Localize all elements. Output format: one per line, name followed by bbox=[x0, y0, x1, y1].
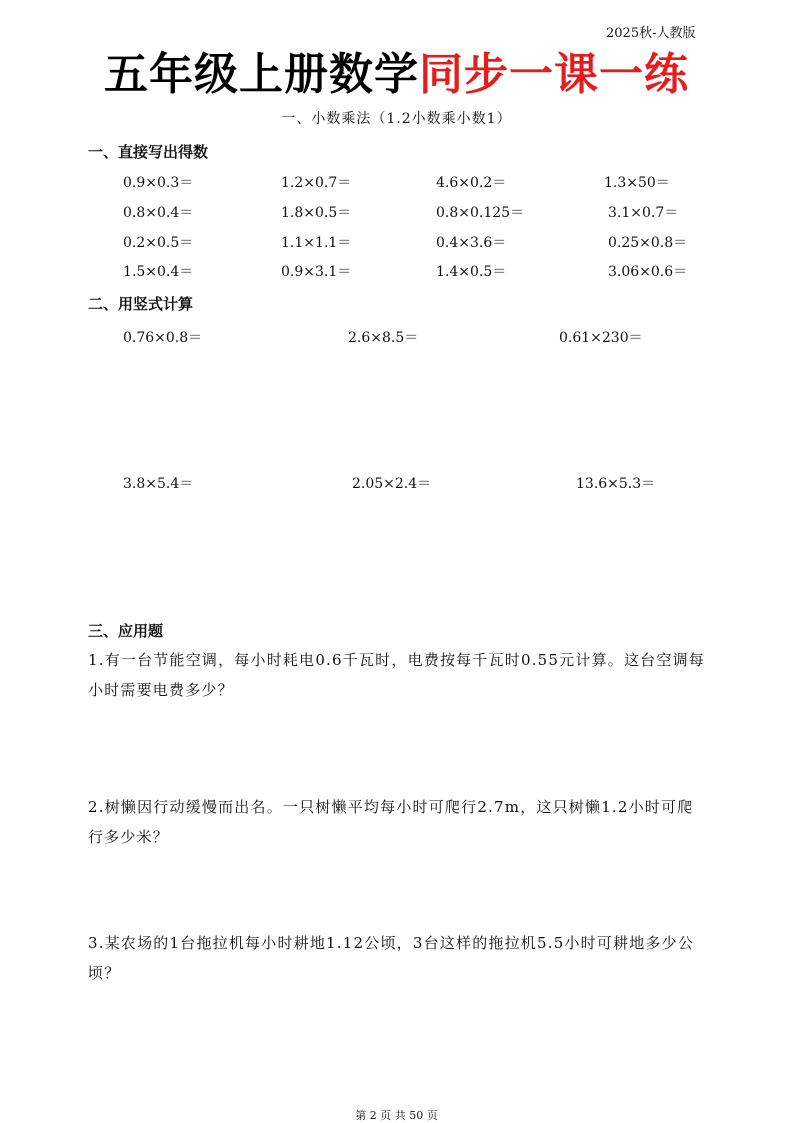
mental-problem: 1.4×0.5＝ bbox=[436, 264, 507, 280]
vertical-problem: 3.8×5.4＝ bbox=[123, 476, 194, 492]
vertical-problem: 0.76×0.8＝ bbox=[123, 330, 203, 346]
vertical-problem: 2.6×8.5＝ bbox=[348, 330, 419, 346]
section-heading-mental-math: 一、直接写出得数 bbox=[88, 143, 209, 161]
mental-problem: 1.3×50＝ bbox=[604, 175, 670, 191]
mental-problem: 0.4×3.6＝ bbox=[436, 235, 507, 251]
mental-problem: 1.5×0.4＝ bbox=[123, 264, 194, 280]
mental-problem: 3.1×0.7＝ bbox=[608, 205, 679, 221]
word-problem: 3.某农场的1台拖拉机每小时耕地1.12公顷，3台这样的拖拉机5.5小时可耕地多少公顷？ bbox=[88, 934, 695, 982]
vertical-problem: 0.61×230＝ bbox=[559, 330, 643, 346]
page-title bbox=[0, 48, 793, 102]
vertical-problem: 13.6×5.3＝ bbox=[576, 476, 656, 492]
title-red-part: 同步一课一练 bbox=[419, 49, 689, 100]
word-problem: 1.有一台节能空调，每小时耗电0.6千瓦时，电费按每千瓦时0.55元计算。这台空调每小时需要电费多少？ bbox=[88, 651, 705, 699]
mental-problem: 0.9×3.1＝ bbox=[281, 264, 352, 280]
vertical-problem: 2.05×2.4＝ bbox=[352, 476, 432, 492]
mental-problem: 0.2×0.5＝ bbox=[123, 235, 194, 251]
mental-problem: 1.8×0.5＝ bbox=[281, 205, 352, 221]
word-problem: 2.树懒因行动缓慢而出名。一只树懒平均每小时可爬行2.7m，这只树懒1.2小时可爬行多少米？ bbox=[88, 798, 694, 846]
edition-label: 2025秋-人教版 bbox=[606, 26, 696, 41]
mental-problem: 3.06×0.6＝ bbox=[608, 264, 688, 280]
title-black-part: 五年级上册数学 bbox=[104, 49, 419, 100]
section-heading-vertical-calc: 二、用竖式计算 bbox=[88, 295, 194, 313]
mental-problem: 4.6×0.2＝ bbox=[436, 175, 507, 191]
mental-problem: 0.8×0.4＝ bbox=[123, 205, 194, 221]
mental-problem: 0.8×0.125＝ bbox=[436, 205, 525, 221]
lesson-subtitle: 一、小数乘法（1.2小数乘小数1） bbox=[281, 111, 512, 127]
mental-problem: 1.1×1.1＝ bbox=[281, 235, 352, 251]
mental-problem: 1.2×0.7＝ bbox=[281, 175, 352, 191]
mental-problem: 0.25×0.8＝ bbox=[608, 235, 688, 251]
mental-problem: 0.9×0.3＝ bbox=[123, 175, 194, 191]
page-number: 第 2 页 共 50 页 bbox=[355, 1109, 438, 1122]
section-heading-word-problems: 三、应用题 bbox=[88, 622, 164, 640]
